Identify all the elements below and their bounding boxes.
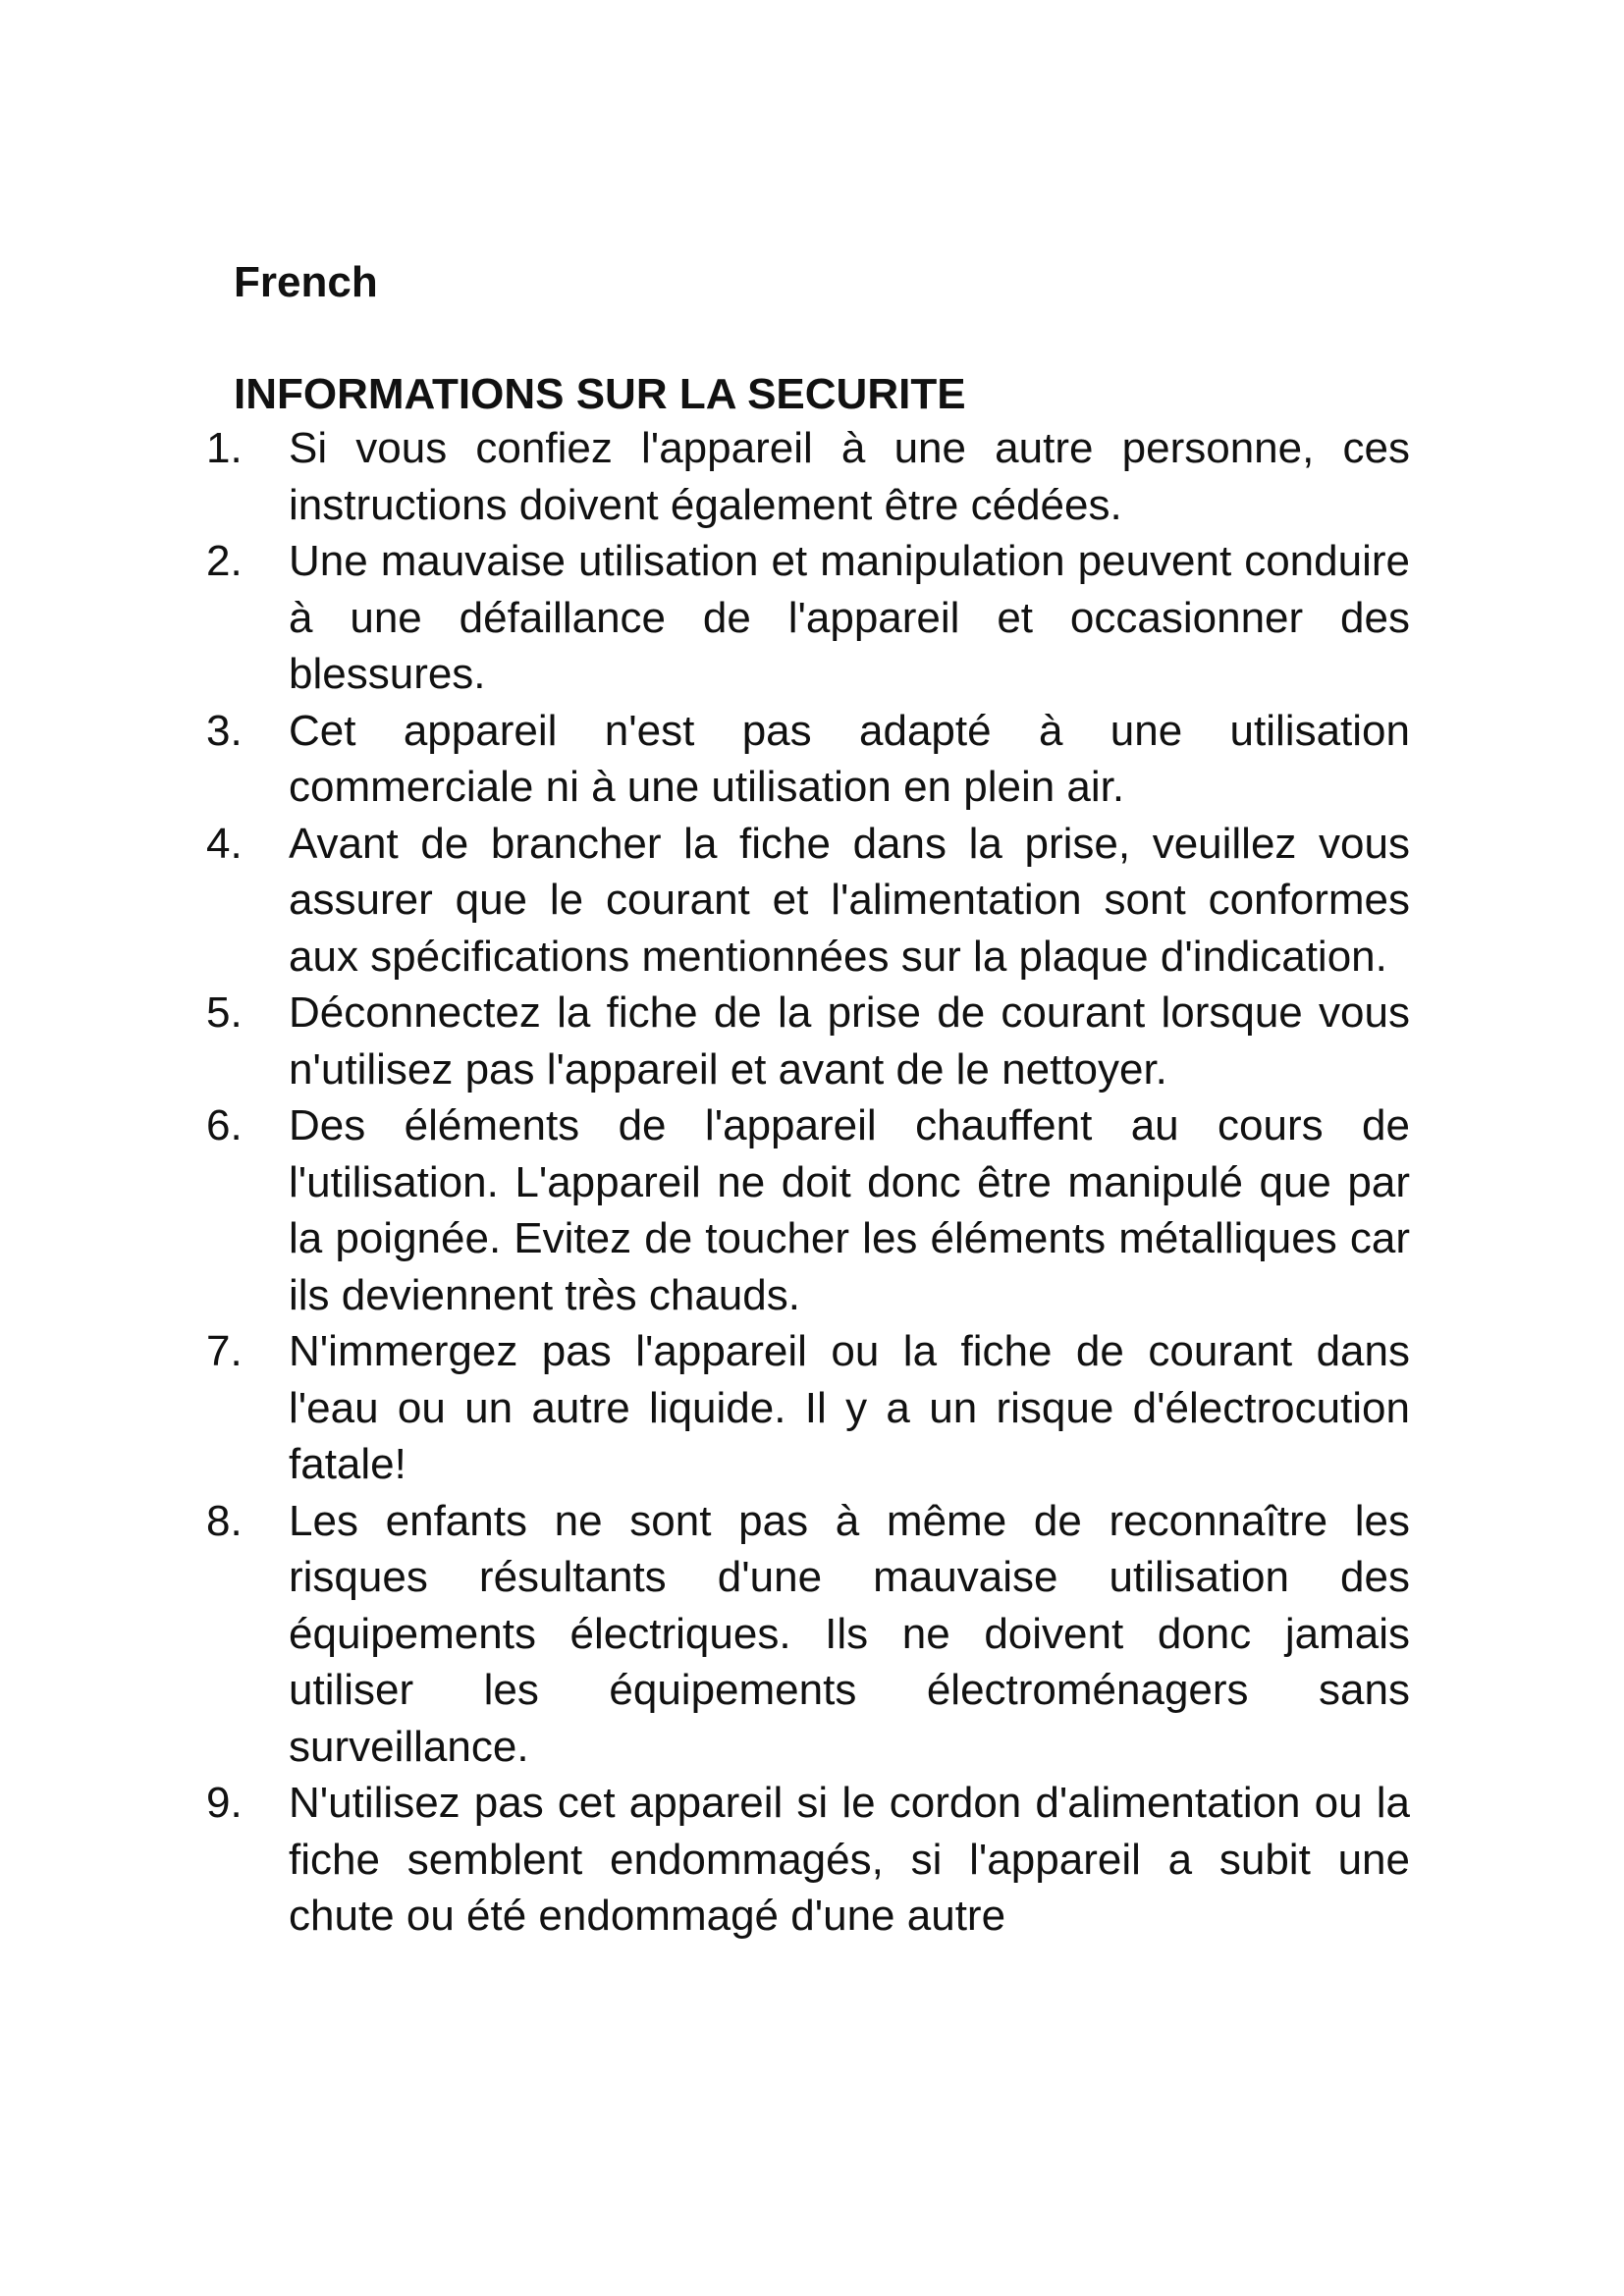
list-item [206, 533, 1410, 703]
item-text: Si vous confiez l'appareil à une autre personne, ces instructions doivent également être cédées. [289, 424, 1410, 529]
safety-instructions-list [206, 420, 1410, 1945]
item-text: Déconnectez la fiche de la prise de courant lorsque vous n'utilisez pas l'appareil et avant de le nettoyer. [289, 988, 1410, 1094]
list-item [206, 703, 1410, 816]
list-item [206, 816, 1410, 986]
item-number: 2. [206, 537, 243, 585]
section-title: INFORMATIONS SUR LA SECURITE [234, 370, 966, 418]
language-label: French [234, 258, 378, 306]
item-number: 7. [206, 1327, 243, 1375]
list-item [206, 1323, 1410, 1493]
item-text: Des éléments de l'appareil chauffent au cours de l'utilisation. L'appareil ne doit donc être manipulé que par la poignée. Evitez de toucher les éléments métalliques car ils deviennent très chauds. [289, 1101, 1410, 1319]
item-text: Les enfants ne sont pas à même de reconnaître les risques résultants d'une mauvaise utilisation des équipements électriques. Ils ne doivent donc jamais utiliser les équipements électroménagers sans surveillance. [289, 1496, 1410, 1771]
item-number: 6. [206, 1101, 243, 1149]
item-number: 1. [206, 424, 243, 472]
item-text: N'immergez pas l'appareil ou la fiche de courant dans l'eau ou un autre liquide. Il y a un risque d'électrocution fatale! [289, 1327, 1410, 1488]
item-text: Une mauvaise utilisation et manipulation peuvent conduire à une défaillance de l'appareil et occasionner des blessures. [289, 537, 1410, 698]
item-text: Cet appareil n'est pas adapté à une utilisation commerciale ni à une utilisation en plein air. [289, 706, 1410, 811]
item-number: 9. [206, 1779, 243, 1827]
list-item [206, 985, 1410, 1097]
item-number: 8. [206, 1496, 243, 1545]
item-number: 3. [206, 706, 243, 755]
item-text: Avant de brancher la fiche dans la prise, veuillez vous assurer que le courant et l'alimentation sont conformes aux spécifications mentionnées sur la plaque d'indication. [289, 819, 1410, 981]
item-number: 5. [206, 988, 243, 1037]
list-item [206, 1493, 1410, 1776]
list-item [206, 1097, 1410, 1323]
item-text: N'utilisez pas cet appareil si le cordon d'alimentation ou la fiche semblent endommagés, si l'appareil a subit une chute ou été endommagé d'une autre [289, 1779, 1410, 1940]
list-item [206, 1775, 1410, 1945]
list-item [206, 420, 1410, 533]
item-number: 4. [206, 819, 243, 868]
